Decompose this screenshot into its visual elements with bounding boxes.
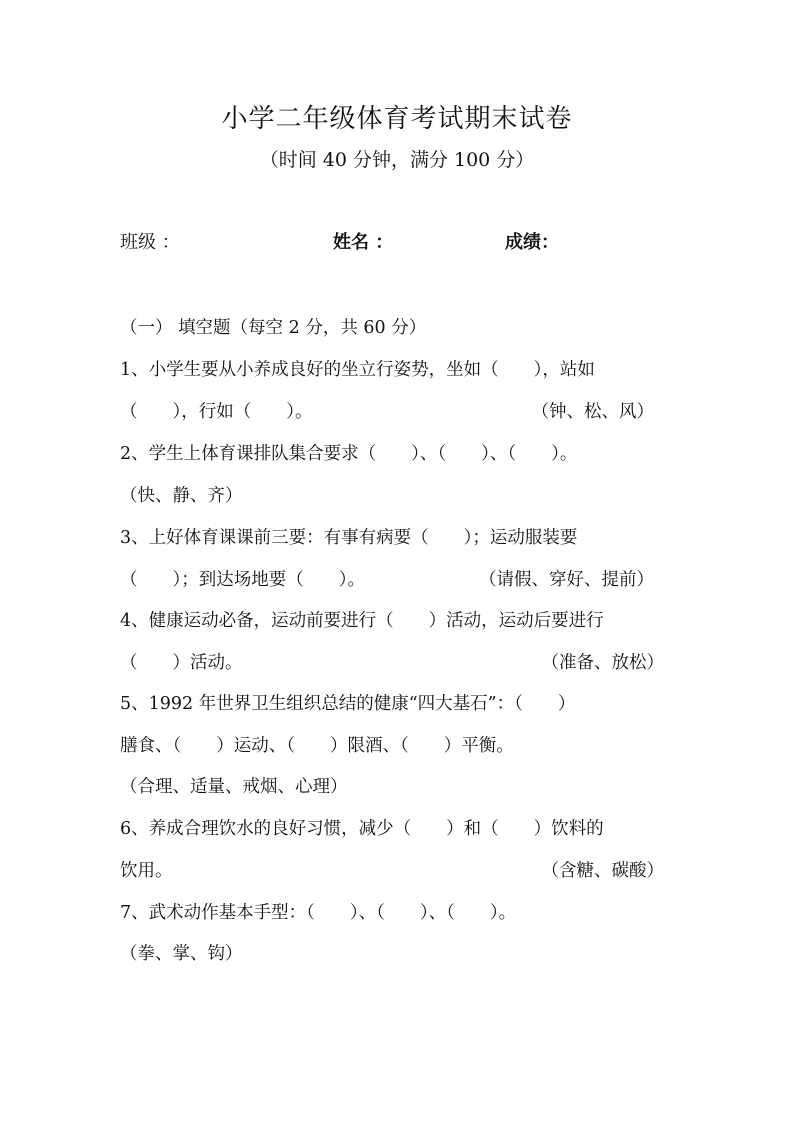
question-3-line-2: （ ）；到达场地要（ ）。 xyxy=(120,570,365,590)
question-2-answer: （快、静、齐） xyxy=(120,486,243,506)
page-subtitle: （时间 40 分钟，满分 100 分） xyxy=(259,149,535,171)
question-1-line-1: 1、小学生要从小养成良好的坐立行姿势，坐如（ ），站如 xyxy=(120,360,595,380)
question-3-line-1: 3、上好体育课课前三要：有事有病要（ ）；运动服装要 xyxy=(120,528,578,548)
class-label: 班级 ： xyxy=(120,232,180,253)
question-6-line-2: 饮用。 xyxy=(120,861,173,881)
question-1-line-2: （ ），行如（ ）。 xyxy=(120,402,313,422)
section-heading: （一） 填空题（每空 2 分，共 60 分） xyxy=(120,318,427,338)
question-6-line-1: 6、养成合理饮水的良好习惯，减少（ ）和（ ）饮料的 xyxy=(120,819,604,839)
question-2-line-1: 2、学生上体育课排队集合要求（ ）、（ ）、（ ）。 xyxy=(120,444,578,464)
score-label: 成绩： xyxy=(505,232,559,253)
question-4-line-1: 4、健康运动必备，运动前要进行（ ）活动，运动后要进行 xyxy=(120,611,604,631)
question-3-answer: （请假、穿好、提前） xyxy=(479,570,654,590)
question-4-answer: （准备、放松） xyxy=(541,653,664,673)
question-6-answer: （含糖、碳酸） xyxy=(541,861,664,881)
question-5-line-1: 5、1992 年世界卫生组织总结的健康“四大基石”：（ ） xyxy=(120,694,576,714)
question-5-answer: （合理、适量、戒烟、心理） xyxy=(120,777,348,797)
page-title: 小学二年级体育考试期末试卷 xyxy=(221,104,573,134)
question-5-line-2: 膳食、（ ）运动、（ ）限酒、（ ）平衡。 xyxy=(120,736,514,756)
question-7-line-1: 7、武术动作基本手型：（ ）、（ ）、（ ）。 xyxy=(120,903,517,923)
question-4-line-2: （ ）活动。 xyxy=(120,653,243,673)
question-7-answer: （拳、掌、钩） xyxy=(120,944,243,964)
question-1-answer: （钟、松、风） xyxy=(531,402,654,422)
name-label: 姓名 ： xyxy=(333,232,394,253)
